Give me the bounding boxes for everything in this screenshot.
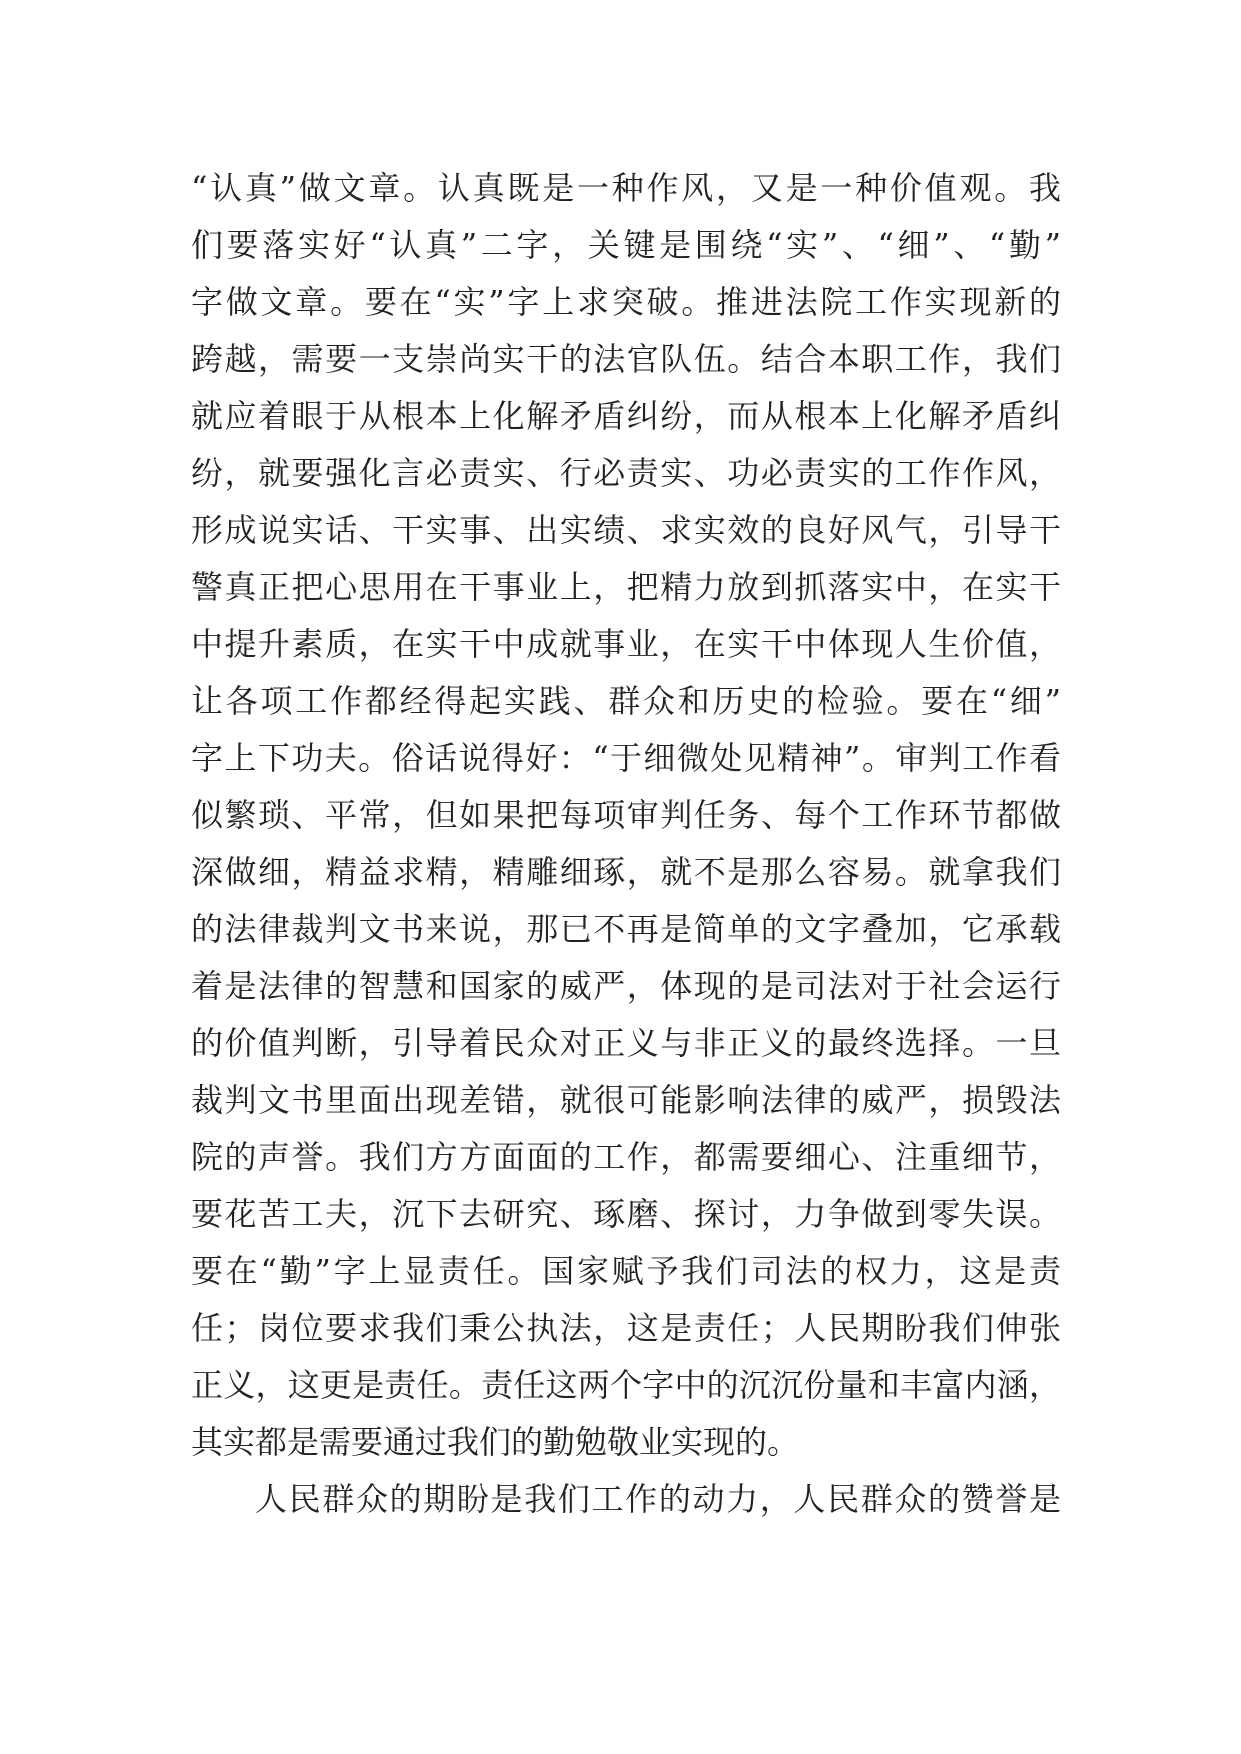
paragraph-start-line: 人民群众的期盼是我们工作的动力，人民群众的赞誉是 xyxy=(255,1480,1061,1518)
text-line: 似繁琐、平常，但如果把每项审判任务、每个工作环节都做 xyxy=(191,796,1061,834)
text-line: 纷，就要强化言必责实、行必责实、功必责实的工作作风， xyxy=(191,454,1061,492)
text-line: 警真正把心思用在干事业上，把精力放到抓落实中，在实干 xyxy=(191,568,1061,606)
text-line: 要花苦工夫，沉下去研究、琢磨、探讨，力争做到零失误。 xyxy=(191,1195,1061,1233)
text-line: 形成说实话、干实事、出实绩、求实效的良好风气，引导干 xyxy=(191,511,1061,549)
text-line: 中提升素质，在实干中成就事业，在实干中体现人生价值， xyxy=(191,625,1061,663)
text-line: 的价值判断，引导着民众对正义与非正义的最终选择。一旦 xyxy=(191,1024,1061,1062)
text-line: 着是法律的智慧和国家的威严，体现的是司法对于社会运行 xyxy=(191,967,1061,1005)
text-line: 裁判文书里面出现差错，就很可能影响法律的威严，损毁法 xyxy=(191,1081,1061,1119)
text-line: 就应着眼于从根本上化解矛盾纠纷，而从根本上化解矛盾纠 xyxy=(191,397,1061,435)
text-line: 正义，这更是责任。责任这两个字中的沉沉份量和丰富内涵， xyxy=(191,1366,1061,1404)
text-line: 深做细，精益求精，精雕细琢，就不是那么容易。就拿我们 xyxy=(191,853,1061,891)
text-line: 们要落实好“认真”二字，关键是围绕“实”、“细”、“勤” xyxy=(191,226,1061,264)
body-text xyxy=(191,160,1061,1528)
text-line: “认真”做文章。认真既是一种作风，又是一种价值观。我 xyxy=(191,169,1061,207)
text-line: 要在“勤”字上显责任。国家赋予我们司法的权力，这是责 xyxy=(191,1252,1061,1290)
text-line: 任；岗位要求我们秉公执法，这是责任；人民期盼我们伸张 xyxy=(191,1309,1061,1347)
text-line: 的法律裁判文书来说，那已不再是简单的文字叠加，它承载 xyxy=(191,910,1061,948)
text-line: 院的声誉。我们方方面面的工作，都需要细心、注重细节， xyxy=(191,1138,1061,1176)
text-line: 字上下功夫。俗话说得好：“于细微处见精神”。审判工作看 xyxy=(191,739,1061,777)
text-line: 跨越，需要一支崇尚实干的法官队伍。结合本职工作，我们 xyxy=(191,340,1061,378)
paragraph-end-line: 其实都是需要通过我们的勤勉敬业实现的。 xyxy=(191,1423,800,1461)
text-line: 让各项工作都经得起实践、群众和历史的检验。要在“细” xyxy=(191,682,1061,720)
text-line: 字做文章。要在“实”字上求突破。推进法院工作实现新的 xyxy=(191,283,1061,321)
